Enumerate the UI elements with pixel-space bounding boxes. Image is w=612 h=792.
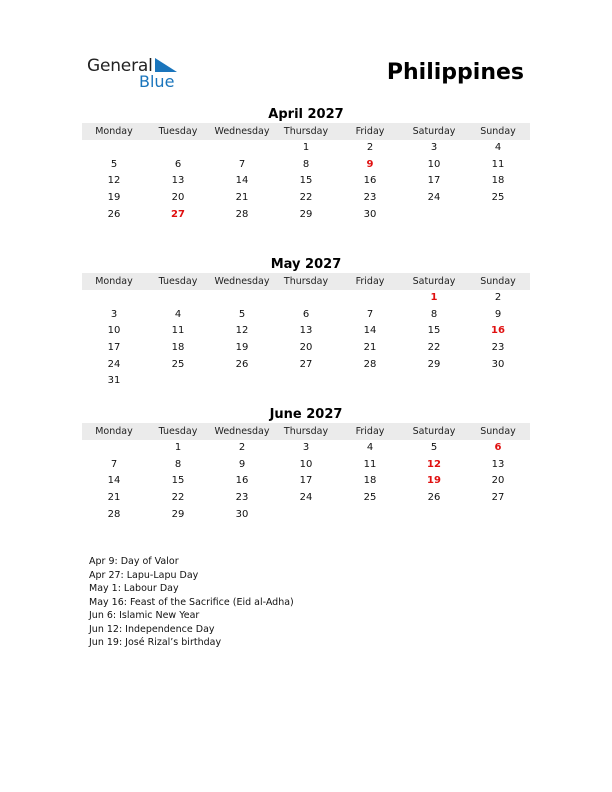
day-cell: 20 (299, 342, 313, 354)
empty-day-cell (274, 507, 338, 524)
logo-triangle-icon (155, 58, 177, 72)
day-cell: 4 (174, 308, 182, 320)
weekday-label: Friday (355, 276, 385, 287)
holiday-list (89, 555, 294, 650)
empty-day-cell (466, 373, 530, 390)
weekday-label: Wednesday (214, 426, 270, 437)
weekday-label: Wednesday (214, 126, 270, 137)
day-cell: 18 (171, 342, 185, 354)
empty-day-cell (338, 373, 402, 390)
holiday-list-item: May 16: Feast of the Sacrifice (Eid al-Adha) (89, 596, 294, 608)
holiday-day-cell: 9 (366, 158, 374, 170)
day-cell: 30 (235, 508, 249, 520)
empty-day-cell (146, 290, 210, 307)
day-cell: 31 (107, 375, 121, 387)
holiday-list-item: Apr 9: Day of Valor (89, 556, 179, 567)
day-cell: 1 (302, 142, 310, 153)
empty-day-cell (210, 290, 274, 307)
empty-day-cell (82, 290, 146, 307)
month-title: May 2027 (270, 257, 342, 272)
day-cell: 27 (299, 358, 313, 370)
weekday-label: Tuesday (158, 426, 198, 437)
day-cell: 23 (491, 342, 505, 354)
holiday-list-item: Jun 12: Independence Day (89, 623, 215, 635)
empty-day-cell (274, 373, 338, 390)
day-cell: 29 (299, 208, 313, 220)
holiday-day-cell: 16 (491, 325, 505, 337)
day-cell: 2 (238, 442, 246, 453)
day-cell: 3 (302, 442, 310, 453)
holiday-list-item: Apr 27: Lapu-Lapu Day (89, 569, 199, 581)
day-cell: 26 (235, 358, 249, 370)
week-row (82, 473, 530, 490)
holiday-day-cell: 6 (494, 442, 502, 453)
day-cell: 2 (366, 142, 374, 153)
day-cell: 22 (299, 192, 313, 204)
day-cell: 11 (171, 325, 185, 337)
holiday-day-cell: 19 (427, 475, 441, 487)
day-cell: 11 (491, 158, 505, 170)
empty-day-cell (274, 290, 338, 307)
day-cell: 23 (235, 492, 249, 504)
day-cell: 24 (427, 192, 441, 204)
calendar-month-april (82, 106, 530, 223)
day-cell: 29 (171, 508, 185, 520)
week-row (82, 140, 530, 157)
empty-day-cell (402, 507, 466, 524)
week-row (82, 340, 530, 357)
day-cell: 25 (363, 492, 377, 504)
empty-day-cell (466, 207, 530, 224)
day-cell: 14 (235, 175, 249, 187)
day-cell: 25 (171, 358, 185, 370)
day-cell: 29 (427, 358, 441, 370)
week-row (82, 373, 530, 390)
day-cell: 3 (430, 142, 438, 153)
day-cell: 5 (430, 442, 438, 453)
day-cell: 10 (427, 158, 441, 170)
weekday-label: Saturday (412, 126, 456, 137)
day-cell: 17 (299, 475, 313, 487)
generalblue-logo (87, 56, 207, 92)
day-cell: 19 (107, 192, 121, 204)
weekday-label: Saturday (412, 426, 456, 437)
week-row (82, 507, 530, 524)
day-cell: 9 (494, 308, 502, 320)
weekday-label: Friday (355, 126, 385, 137)
day-cell: 13 (491, 458, 505, 470)
day-cell: 8 (430, 308, 438, 320)
day-cell: 21 (107, 492, 121, 504)
day-cell: 13 (171, 175, 185, 187)
empty-day-cell (338, 290, 402, 307)
day-cell: 4 (494, 142, 502, 153)
day-cell: 15 (171, 475, 185, 487)
calendar-month-may (82, 256, 530, 390)
day-cell: 15 (427, 325, 441, 337)
day-cell: 30 (363, 208, 377, 220)
holiday-day-cell: 12 (427, 458, 441, 470)
weekday-label: Sunday (480, 126, 516, 137)
day-cell: 5 (110, 158, 118, 170)
empty-day-cell (146, 373, 210, 390)
weekday-header-row (82, 123, 530, 140)
empty-day-cell (338, 507, 402, 524)
logo-text-blue: Blue (139, 72, 175, 91)
day-cell: 18 (491, 175, 505, 187)
logo-text-general: General (87, 56, 153, 76)
day-cell: 25 (491, 192, 505, 204)
day-cell: 22 (427, 342, 441, 354)
day-cell: 14 (107, 475, 121, 487)
weekday-header-row (82, 423, 530, 440)
day-cell: 13 (299, 325, 313, 337)
day-cell: 16 (363, 175, 377, 187)
day-cell: 17 (107, 342, 121, 354)
day-cell: 7 (366, 308, 374, 320)
day-cell: 21 (235, 192, 249, 204)
day-cell: 15 (299, 175, 313, 187)
week-row (82, 307, 530, 324)
day-cell: 30 (491, 358, 505, 370)
weekday-label: Friday (355, 426, 385, 437)
weekday-label: Sunday (480, 426, 516, 437)
day-cell: 28 (235, 208, 249, 220)
day-cell: 23 (363, 192, 377, 204)
country-title: Philippines (386, 60, 524, 85)
day-cell: 28 (107, 508, 121, 520)
holiday-day-cell: 1 (430, 292, 438, 303)
empty-day-cell (402, 373, 466, 390)
day-cell: 4 (366, 442, 374, 453)
empty-day-cell (210, 373, 274, 390)
day-cell: 18 (363, 475, 377, 487)
day-cell: 6 (174, 158, 182, 170)
weekday-label: Monday (95, 126, 133, 137)
empty-day-cell (466, 507, 530, 524)
day-cell: 5 (238, 308, 246, 320)
empty-day-cell (402, 207, 466, 224)
empty-day-cell (82, 440, 146, 457)
day-cell: 8 (174, 458, 182, 470)
weekday-label: Thursday (283, 276, 329, 287)
weekday-label: Monday (95, 276, 133, 287)
day-cell: 26 (427, 492, 441, 504)
week-row (82, 440, 530, 457)
day-cell: 1 (174, 442, 182, 453)
day-cell: 14 (363, 325, 377, 337)
week-row (82, 323, 530, 340)
empty-day-cell (146, 140, 210, 157)
calendar-month-june (82, 406, 530, 523)
day-cell: 21 (363, 342, 377, 354)
holiday-list-item: Jun 19: José Rizal’s birthday (89, 637, 222, 648)
day-cell: 19 (235, 342, 249, 354)
day-cell: 10 (299, 458, 313, 470)
week-row (82, 157, 530, 174)
weekday-label: Thursday (283, 426, 329, 437)
weekday-label: Saturday (412, 276, 456, 287)
day-cell: 16 (235, 475, 249, 487)
day-cell: 12 (107, 175, 121, 187)
day-cell: 22 (171, 492, 185, 504)
holiday-list-item: Jun 6: Islamic New Year (89, 610, 200, 621)
weekday-label: Monday (95, 426, 133, 437)
day-cell: 24 (299, 492, 313, 504)
day-cell: 10 (107, 325, 121, 337)
holiday-list-item: May 1: Labour Day (89, 583, 179, 594)
weekday-label: Thursday (283, 126, 329, 137)
day-cell: 20 (491, 475, 505, 487)
week-row (82, 173, 530, 190)
weekday-label: Sunday (480, 276, 516, 287)
empty-day-cell (82, 140, 146, 157)
day-cell: 3 (110, 308, 118, 320)
weekday-label: Wednesday (214, 276, 270, 287)
day-cell: 24 (107, 358, 121, 370)
holiday-day-cell: 27 (171, 208, 185, 220)
day-cell: 12 (235, 325, 249, 337)
week-row (82, 490, 530, 507)
empty-day-cell (210, 140, 274, 157)
day-cell: 7 (238, 158, 246, 170)
day-cell: 17 (427, 175, 441, 187)
day-cell: 2 (494, 292, 502, 303)
month-title: April 2027 (268, 107, 344, 122)
week-row (82, 457, 530, 474)
day-cell: 20 (171, 192, 185, 204)
day-cell: 26 (107, 208, 121, 220)
week-row (82, 357, 530, 374)
day-cell: 11 (363, 458, 377, 470)
day-cell: 27 (491, 492, 505, 504)
day-cell: 6 (302, 308, 310, 320)
week-row (82, 190, 530, 207)
week-row (82, 290, 530, 307)
weekday-header-row (82, 273, 530, 290)
week-row (82, 207, 530, 224)
weekday-label: Tuesday (158, 276, 198, 287)
day-cell: 8 (302, 158, 310, 170)
day-cell: 7 (110, 458, 118, 470)
weekday-label: Tuesday (158, 126, 198, 137)
month-title: June 2027 (269, 407, 343, 422)
day-cell: 9 (238, 458, 246, 470)
day-cell: 28 (363, 358, 377, 370)
